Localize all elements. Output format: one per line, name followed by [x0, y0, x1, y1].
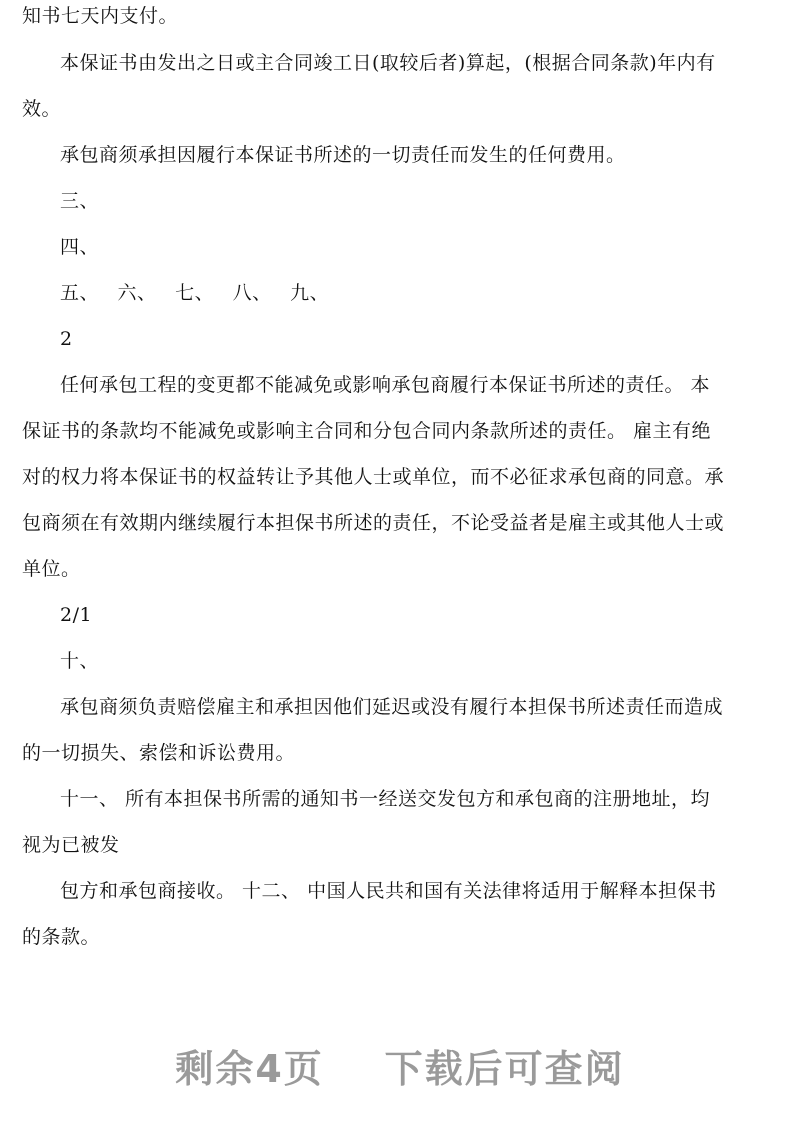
text-line: 的条款。 [22, 926, 101, 948]
text-line: 2 [60, 328, 73, 350]
text-line: 2/1 [60, 604, 93, 626]
text-line: 包商须在有效期内继续履行本担保书所述的责任，不论受益者是雇主或其他人士或 [22, 512, 725, 534]
text-line: 十、 [60, 650, 100, 672]
text-line: 保证书的条款均不能减免或影响主合同和分包合同内条款所述的责任。 雇主有绝 [22, 420, 712, 442]
text-line: 对的权力将本保证书的权益转让予其他人士或单位，而不必征求承包商的同意。承 [22, 466, 725, 488]
text-line: 包方和承包商接收。 十二、 中国人民共和国有关法律将适用于解释本担保书 [60, 880, 717, 902]
text-line: 四、 [60, 236, 100, 258]
text-line: 视为已被发 [22, 834, 120, 856]
text-line: 单位。 [22, 558, 81, 580]
text-line: 三、 [60, 190, 100, 212]
text-line: 的一切损失、索偿和诉讼费用。 [22, 742, 296, 764]
text-line: 承包商须负责赔偿雇主和承担因他们延迟或没有履行本担保书所述责任而造成 [60, 696, 724, 718]
text-line: 承包商须承担因履行本保证书所述的一切责任而发生的任何费用。 [60, 144, 626, 166]
text-line: 本保证书由发出之日或主合同竣工日(取较后者)算起，(根据合同条款)年内有 [60, 52, 716, 74]
text-line: 知书七天内支付。 [22, 5, 179, 27]
text-line: 五、 六、 七、 八、 九、 [60, 282, 330, 304]
text-line: 效。 [22, 98, 62, 120]
text-line: 任何承包工程的变更都不能减免或影响承包商履行本保证书所述的责任。 本 [60, 374, 711, 396]
text-line: 十一、 所有本担保书所需的通知书一经送交发包方和承包商的注册地址，均 [60, 788, 711, 810]
download-prompt: 剩余4页 下载后可查阅 [175, 1047, 625, 1091]
